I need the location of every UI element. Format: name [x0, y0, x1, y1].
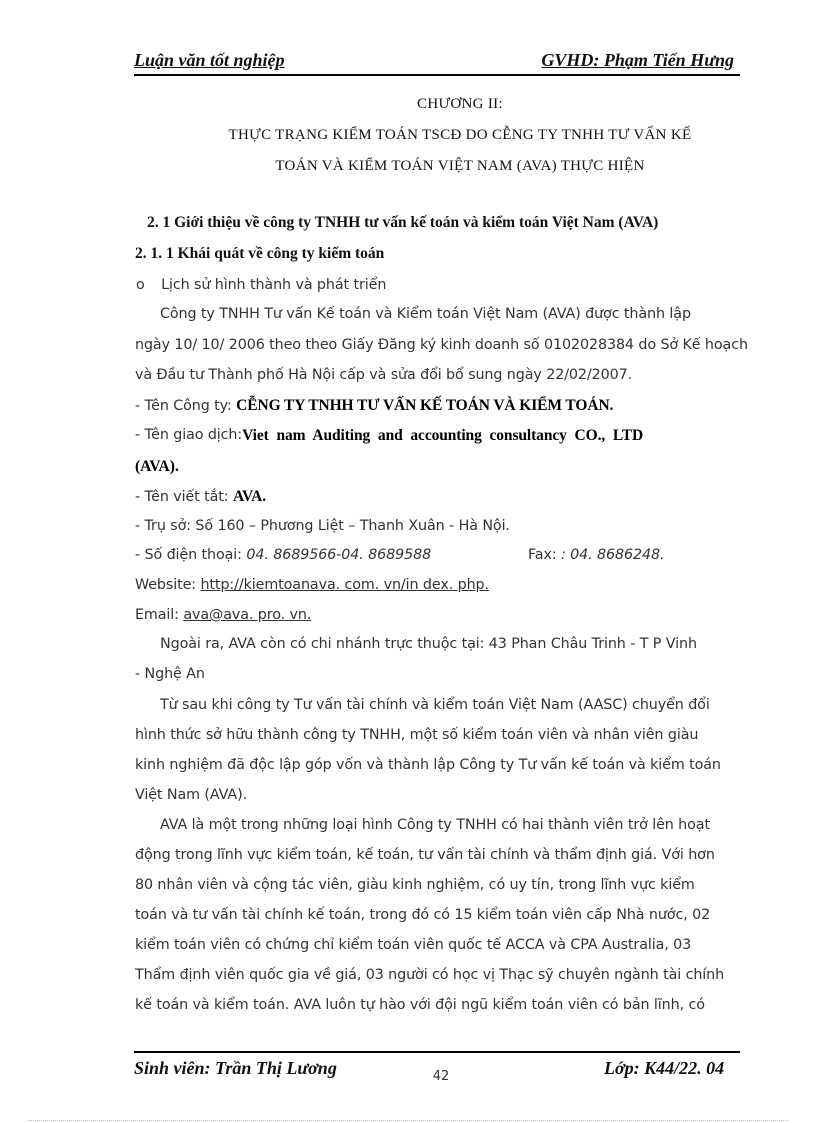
intro-line-1-text: Công ty TNHH Tư vấn Kế toán và Kiểm toán Việt Nam (AVA) được thành lập — [160, 306, 691, 322]
profile-line-1: AVA là một trong những loại hình Công ty TNHH có hai thành viên trở lên hoạt — [160, 817, 710, 833]
chapter-title-line-2: TOÁN VÀ KIỂM TOÁN VIỆT NAM (AVA) THỰC HIỆN — [275, 158, 645, 174]
history-line-1: Từ sau khi công ty Tư vấn tài chính và kiểm toán Việt Nam (AASC) chuyển đổi — [160, 697, 710, 713]
section-2-1-1-heading: 2. 1. 1 Khái quát về công ty kiểm toán — [135, 245, 385, 262]
website-label: Website: — [135, 577, 201, 593]
fax-value: : 04. 8686248. — [561, 547, 665, 563]
profile-line-5: kiểm toán viên có chứng chỉ kiểm toán viên quốc tế ACCA và CPA Australia, 03 — [135, 937, 692, 953]
history-line-2: hình thức sở hữu thành công ty TNHH, một số kiểm toán viên và nhân viên giàu — [135, 727, 699, 743]
profile-line-2: động trong lĩnh vực kiểm toán, kế toán, tư vấn tài chính và thẩm định giá. Với hơn — [135, 847, 715, 863]
company-name-label: - Tên Công ty: — [135, 398, 237, 414]
history-line-4: Việt Nam (AVA). — [135, 787, 248, 803]
short-name-value: AVA. — [232, 488, 267, 505]
profile-line-3: 80 nhân viên và cộng tác viên, giàu kinh nghiệm, có uy tín, trong lĩnh vực kiểm — [135, 877, 695, 893]
branch-line-2: - Nghệ An — [135, 666, 205, 682]
email-label: Email: — [135, 607, 184, 623]
trade-name-line — [135, 427, 741, 445]
branch-line-1: Ngoài ra, AVA còn có chi nhánh trực thuộc tại: 43 Phan Châu Trinh - T P Vinh — [160, 636, 697, 652]
profile-line-7: kế toán và kiểm toán. AVA luôn tự hào với đội ngũ kiểm toán viên có bản lĩnh, có — [135, 997, 705, 1013]
section-2-1-heading: 2. 1 Giới thiệu về công ty TNHH tư vấn kế toán và kiểm toán Việt Nam (AVA) — [147, 214, 659, 231]
trade-name-label: - Tên giao dịch: — [135, 427, 243, 443]
profile-line-4: toán và tư vấn tài chính kế toán, trong đó có 15 kiểm toán viên cấp Nhà nước, 02 — [135, 907, 711, 923]
history-line-3: kinh nghiệm đã độc lập góp vốn và thành lập Công ty Tư vấn kế toán và kiểm toán — [135, 757, 721, 773]
fax-line — [528, 547, 664, 563]
website-link[interactable]: http://kiemtoanava. com. vn/in dex. php. — [200, 577, 489, 593]
bullet-text: Lịch sử hình thành và phát triển — [161, 277, 387, 293]
intro-line-2: ngày 10/ 10/ 2006 theo theo Giấy Đăng ký kinh doanh số 0102028384 do Sở Kế hoạch — [135, 337, 748, 353]
bullet-item — [136, 277, 386, 293]
trade-name-value: Viet nam Auditing and accounting consultancy CO., LTD — [242, 427, 644, 444]
footer-student: Sinh viên: Trần Thị Lương — [134, 1058, 337, 1078]
address-line: - Trụ sở: Số 160 – Phương Liệt – Thanh Xuân - Hà Nội. — [135, 518, 510, 534]
short-name-label: - Tên viết tắt: — [135, 489, 233, 505]
intro-line-1 — [160, 306, 763, 322]
phone-value: 04. 8689566-04. 8689588 — [246, 547, 432, 563]
phone-label: - Số điện thoại: — [135, 547, 247, 563]
email-line — [135, 607, 311, 623]
intro-line-3: và Đầu tư Thành phố Hà Nội cấp và sửa đổi bổ sung ngày 22/02/2007. — [135, 367, 633, 383]
trade-name-value-cont: (AVA). — [135, 458, 179, 475]
phone-line — [135, 547, 431, 563]
bullet-marker: o — [136, 277, 145, 293]
company-name-line — [135, 397, 613, 415]
website-line — [135, 577, 489, 593]
header-advisor: GVHD: Phạm Tiến Hưng — [541, 50, 734, 70]
page-number: 42 — [432, 1069, 450, 1084]
page-header — [134, 50, 740, 76]
page-edge-divider — [28, 1120, 788, 1121]
fax-label: Fax: — [528, 547, 561, 563]
company-name-value: CỄNG TY TNHH TƯ VẤN KẾ TOÁN VÀ KIỂM TOÁN. — [236, 397, 614, 414]
email-link[interactable]: ava@ava. pro. vn. — [183, 607, 312, 623]
footer-class: Lớp: K44/22. 04 — [604, 1058, 725, 1078]
footer-rule — [134, 1051, 740, 1053]
chapter-number: CHƯƠNG II: — [417, 96, 503, 112]
header-thesis-label: Luận văn tốt nghiệp — [134, 50, 285, 70]
short-name-line — [135, 488, 266, 506]
profile-line-6: Thẩm định viên quốc gia về giá, 03 người có học vị Thạc sỹ chuyên ngành tài chính — [135, 967, 725, 983]
chapter-title-line-1: THỰC TRẠNG KIỂM TOÁN TSCĐ DO CỄNG TY TNHH TƯ VẤN KẾ — [228, 127, 692, 143]
